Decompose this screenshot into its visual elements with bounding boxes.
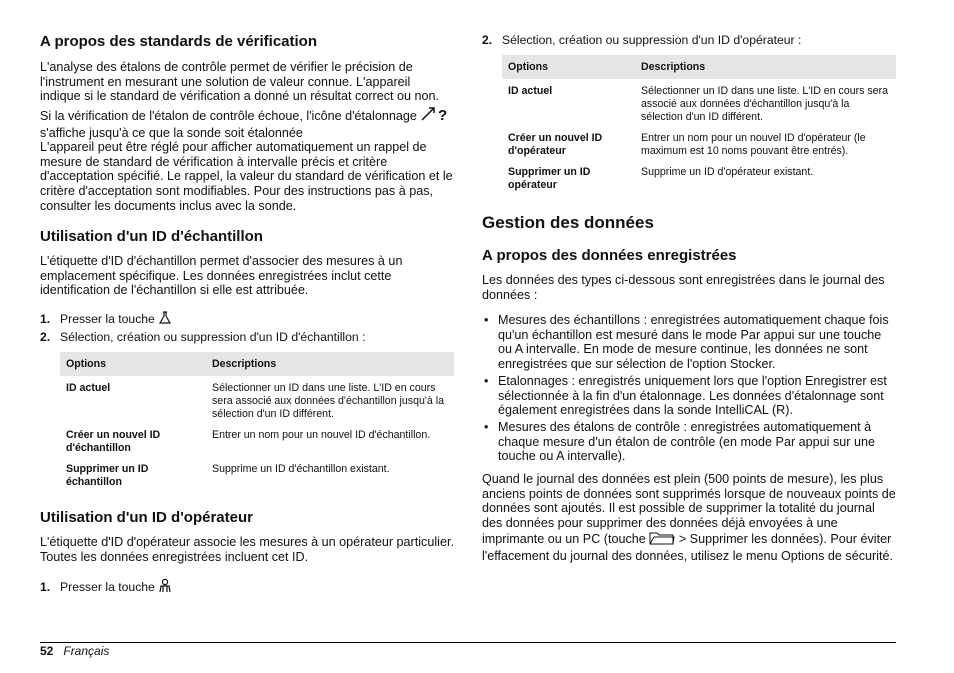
paragraph-standards-intro: L'analyse des étalons de contrôle permet de vérifier le précision de l'instrument en mesurant une solution de valeur connue. L'appareil indique si le standard de vérification a donné un résultat correct ou non. [40, 60, 440, 104]
sample-id-options-table [60, 352, 454, 493]
table-row [60, 459, 454, 493]
heading-standards: A propos des standards de vérification [40, 33, 318, 50]
paragraph-calibration-text-b: s'affiche jusqu'à ce que la sonde soit étalonnée [40, 125, 303, 140]
step-number: 1. [40, 312, 51, 326]
step-text: Sélection, création ou suppression d'un ID d'échantillon : [60, 330, 366, 344]
folder-icon [649, 531, 675, 549]
table-row [60, 376, 454, 425]
paragraph-sample-id: L'étiquette d'ID d'échantillon permet d'associer des mesures à un emplacement spécifique. Les données enregistrées inclut cette identification de l'échantillon si elle est attribuée. [40, 254, 403, 298]
paragraph-log-full-text-b: > Supprimer les données). Pour éviter l'effacement du journal des données, utilisez le menu Options de sécurité. [482, 531, 894, 563]
option-name: Supprimer un ID opérateur [508, 166, 591, 191]
option-name: ID actuel [66, 382, 111, 394]
table-header-options: Options [60, 352, 206, 376]
stored-data-list [482, 313, 896, 466]
step-text: Sélection, création ou suppression d'un ID d'opérateur : [502, 33, 802, 47]
page-footer [40, 644, 109, 658]
list-item: • Mesures des échantillons : enregistrées automatiquement chaque fois qu'un échantillon est mesuré dans le mode Par appui sur une touche ou A intervalle. En mode de mesure continue, les données ne sont enregistrées que sur sélection de l'option Stocker. [482, 313, 896, 372]
step-press-sample-key [40, 311, 172, 328]
option-description: Supprime un ID d'échantillon existant. [212, 463, 390, 475]
table-row [60, 425, 454, 459]
option-name: Créer un nouvel ID d'opérateur [508, 132, 603, 157]
footer-divider [40, 642, 896, 643]
step-select-sample-id [40, 330, 365, 344]
step-select-operator-id [482, 33, 801, 47]
step-text: Presser la touche [60, 580, 155, 594]
heading-sample-id: Utilisation d'un ID d'échantillon [40, 228, 263, 245]
heading-data-management: Gestion des données [482, 213, 654, 232]
step-press-operator-key [40, 578, 172, 596]
paragraph-reminder: L'appareil peut être réglé pour afficher automatiquement un rappel de mesure de standard de vérification à intervalle précis et critère d'acceptation spécifié. Le rappel, la valeur du standard de vérification et le critère d'acceptation sont modifiables. Pour des instructions pas à pas, consulter les documents inclus avec la sonde. [40, 140, 453, 213]
flask-icon [158, 311, 172, 328]
paragraph-log-full [482, 472, 896, 563]
svg-text:?: ? [438, 107, 448, 122]
paragraph-stored-data: Les données des types ci-dessous sont enregistrées dans le journal des données : [482, 273, 885, 302]
table-row [502, 162, 896, 196]
step-number: 1. [40, 580, 51, 594]
option-description: Supprime un ID d'opérateur existant. [641, 166, 814, 178]
table-row [502, 79, 896, 128]
heading-stored-data: A propos des données enregistrées [482, 247, 737, 264]
option-description: Entrer un nom pour un nouvel ID d'opérateur (le maximum est 10 noms pouvant être entrés). [641, 132, 866, 157]
heading-operator-id: Utilisation d'un ID d'opérateur [40, 509, 253, 526]
step-text: Presser la touche [60, 312, 155, 326]
operator-id-options-table [502, 55, 896, 196]
option-name: Supprimer un ID échantillon [66, 463, 149, 488]
table-header-options: Options [502, 55, 635, 79]
step-number: 2. [40, 330, 51, 344]
option-name: ID actuel [508, 85, 553, 97]
calibration-icon [420, 106, 450, 126]
paragraph-log-full-text-a: Quand le journal des données est plein (500 points de mesure), les plus anciens points de données sont supprimés lorsque de nouveaux points de données sont ajoutés. Il est possible de supprimer la totalité du journal des données pour supprimer des données déjà envoyées à une imprimante ou un PC (touche [482, 472, 896, 546]
paragraph-calibration-icon [40, 106, 454, 140]
footer-language: Français [63, 644, 110, 658]
option-description: Sélectionner un ID dans une liste. L'ID en cours sera associé aux données d'échantillon jusqu'à la sélection d'un ID différent. [212, 382, 444, 420]
option-description: Entrer un nom pour un nouvel ID d'échantillon. [212, 429, 431, 441]
table-header-descriptions: Descriptions [635, 55, 896, 79]
paragraph-operator-id: L'étiquette d'ID d'opérateur associe les mesures à un opérateur particulier. Toutes les données enregistrées incluent cet ID. [40, 535, 454, 564]
operator-icon [158, 578, 172, 596]
option-name: Créer un nouvel ID d'échantillon [66, 429, 161, 454]
step-number: 2. [482, 33, 493, 47]
page-number: 52 [40, 644, 54, 658]
table-row [502, 128, 896, 162]
table-header-descriptions: Descriptions [206, 352, 454, 376]
list-item: • Mesures des étalons de contrôle : enregistrées automatiquement à chaque mesure d'un étalon de contrôle (en mode Par appui sur une touche ou A intervalle). [482, 420, 896, 464]
list-item: • Etalonnages : enregistrés uniquement lors que l'option Enregistrer est sélectionnée à la fin d'un étalonnage. Les données d'étalonnage sont également enregistrées dans la sonde IntelliCAL (R). [482, 374, 896, 418]
paragraph-calibration-text-a: Si la vérification de l'étalon de contrôle échoue, l'icône d'étalonnage [40, 109, 417, 123]
option-description: Sélectionner un ID dans une liste. L'ID en cours sera associé aux données d'échantillon jusqu'à la sélection d'un ID différent. [641, 85, 888, 123]
